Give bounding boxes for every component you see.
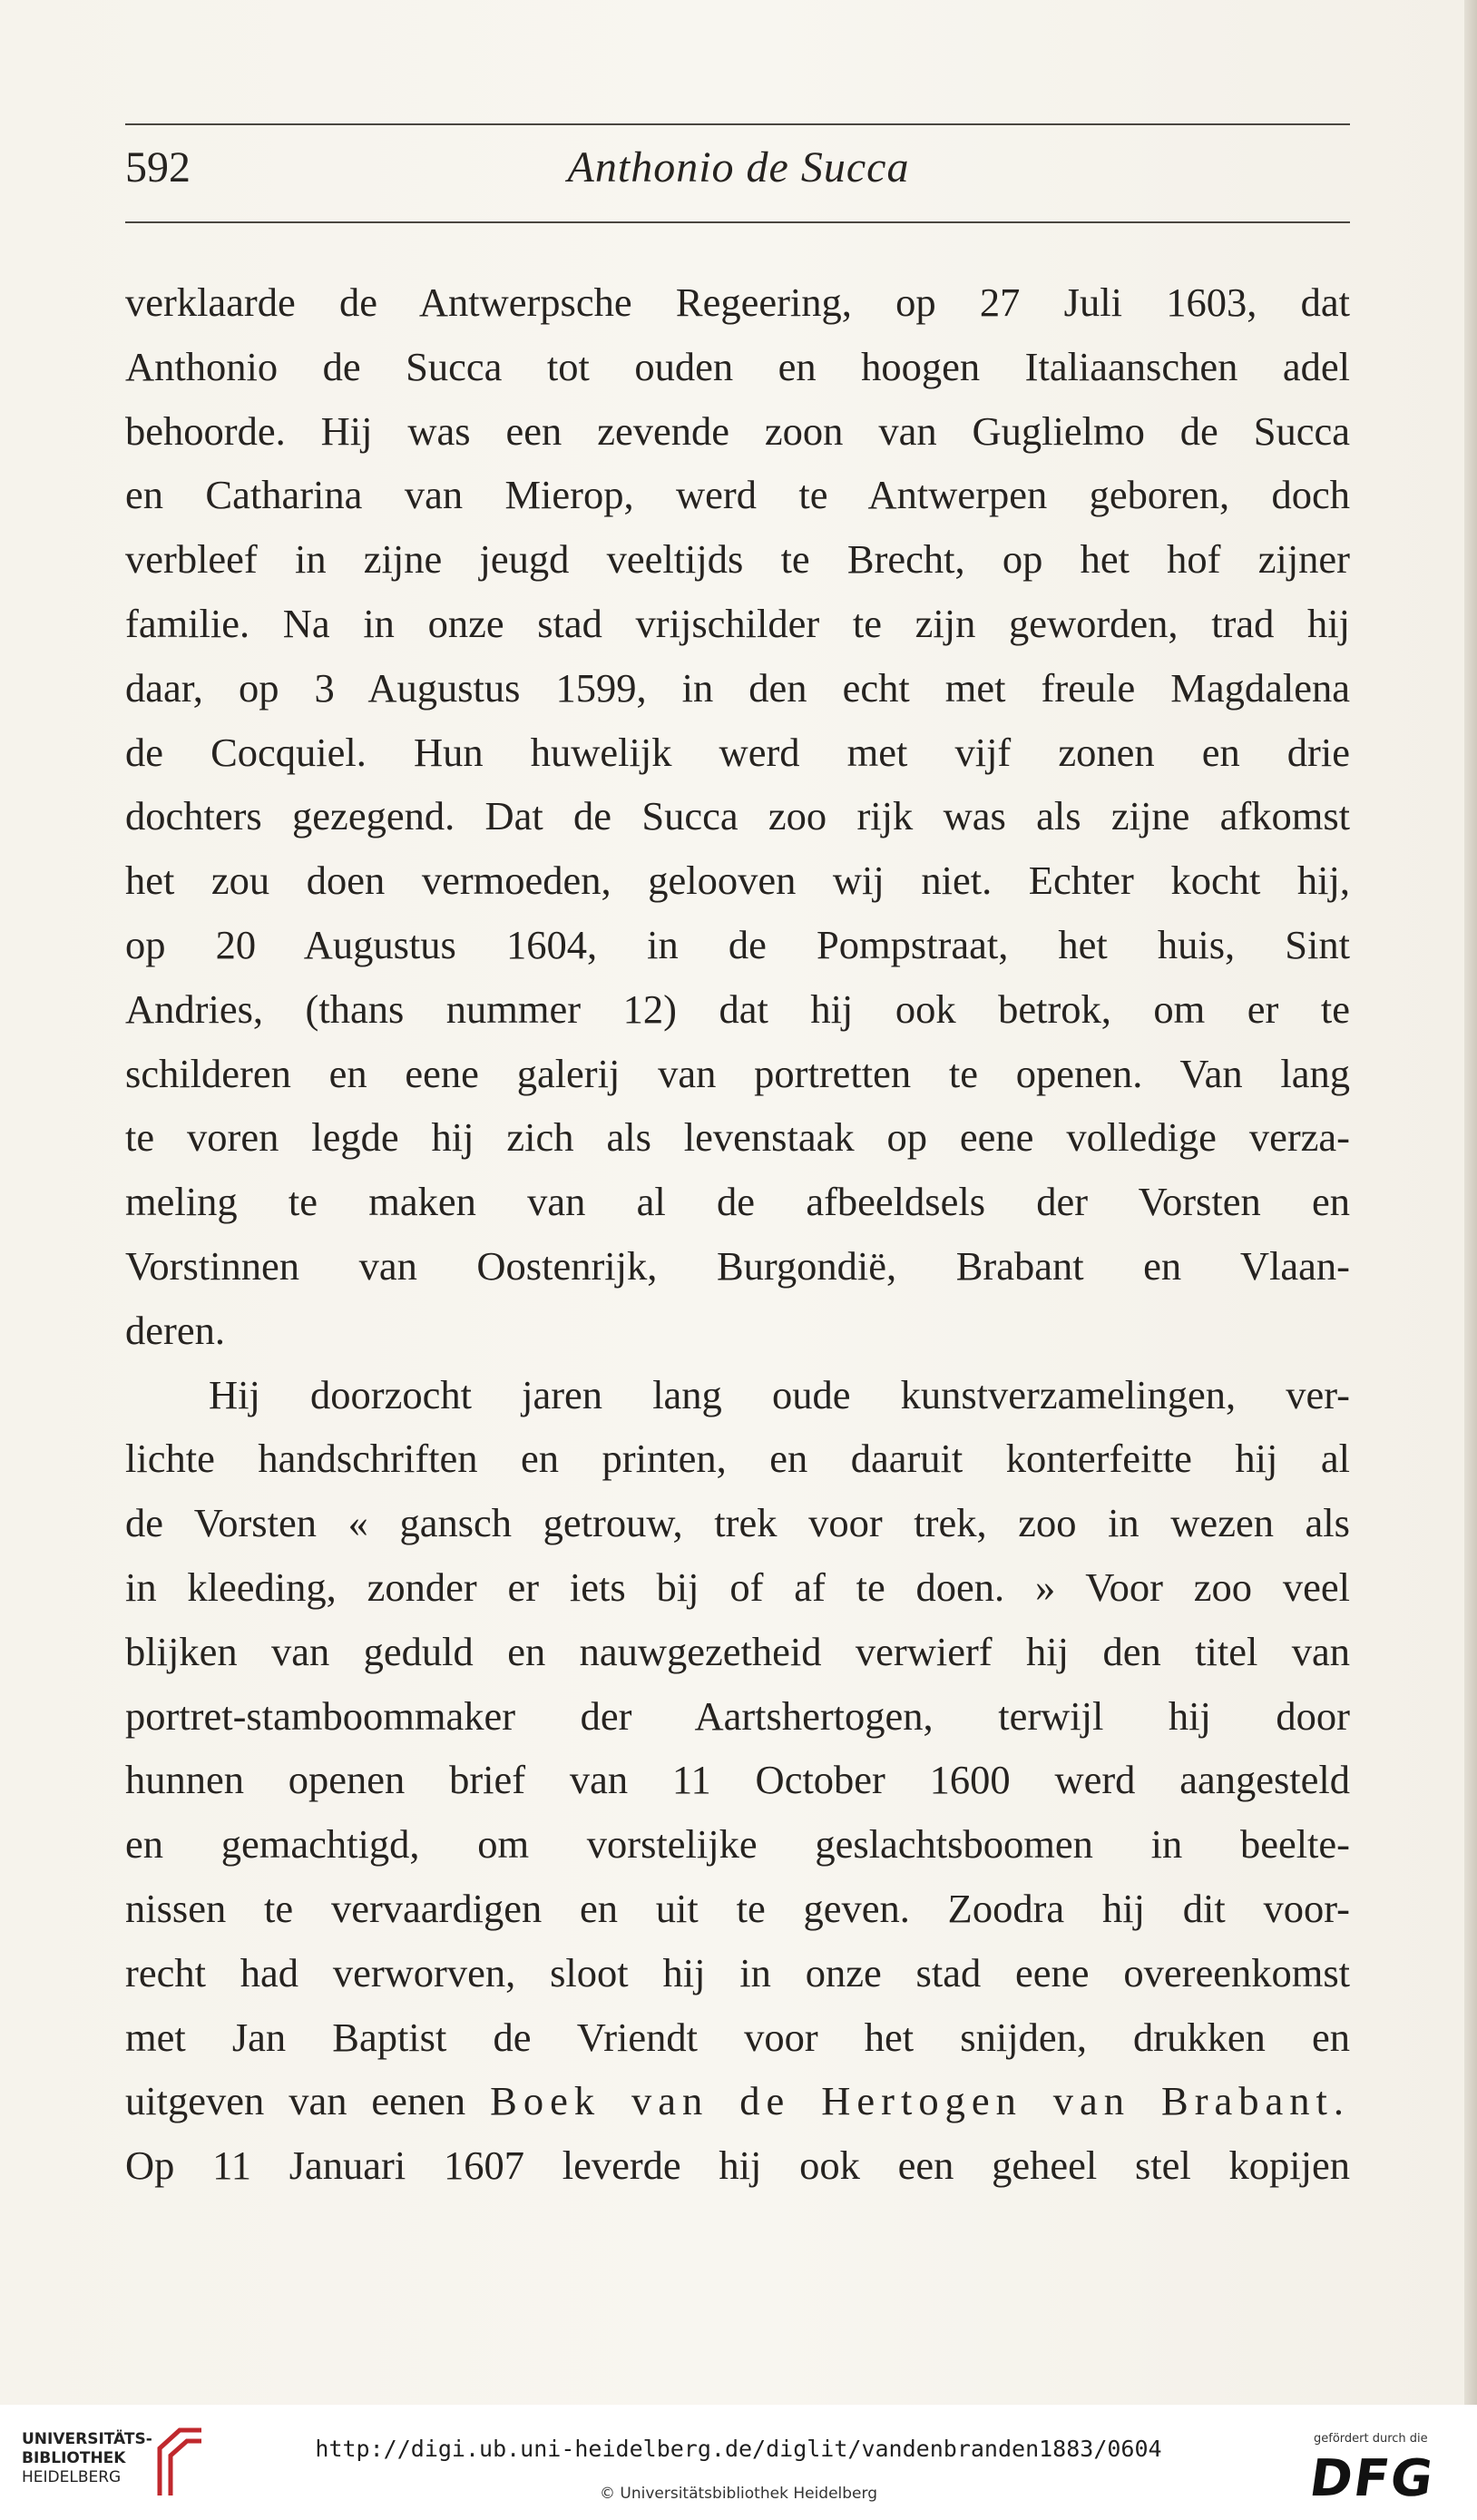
text-line: schilderen en eene galerij van portretten te openen. Van lang	[125, 1050, 1350, 1096]
text-line: meling te maken van al de afbeeldsels der Vorsten en	[125, 1179, 1350, 1225]
dfg-logo: DFG	[1306, 2449, 1439, 2508]
text-line: te voren legde hij zich als levenstaak op eene volledige verza-	[125, 1114, 1350, 1161]
text-line: het zou doen vermoeden, gelooven wij niet. Echter kocht hij,	[125, 858, 1350, 904]
body-text	[125, 270, 1350, 2198]
running-title: Anthonio de Succa	[567, 143, 910, 191]
text-line: Vorstinnen van Oostenrijk, Burgondië, Brabant en Vlaan-	[125, 1242, 1350, 1289]
text-line-book-title	[125, 2069, 1350, 2133]
library-name-line: BIBLIOTHEK	[22, 2449, 126, 2467]
text-line: portret-stamboommaker der Aartshertogen, terwijl hij door	[125, 1692, 1350, 1739]
text-line: recht had verworven, sloot hij in onze stad eene overeenkomst	[125, 1949, 1350, 1995]
text-line: Anthonio de Succa tot ouden en hoogen Italiaanschen adel	[125, 343, 1350, 389]
spaced-book-title: Boek van de Hertogen van Brabant.	[490, 2078, 1351, 2124]
text-line: verbleef in zijne jeugd veeltijds te Brecht, op het hof zijner	[125, 536, 1350, 583]
text-line: verklaarde de Antwerpsche Regeering, op 27 Juli 1603, dat	[125, 279, 1350, 325]
text-line: de Cocquiel. Hun huwelijk werd met vijf zonen en drie	[125, 729, 1350, 775]
source-url-link[interactable]: http://digi.ub.uni-heidelberg.de/diglit/vandenbranden1883/0604	[315, 2436, 1162, 2462]
library-name-line: HEIDELBERG	[22, 2468, 122, 2486]
text-line: behoorde. Hij was een zevende zoon van Guglielmo de Succa	[125, 407, 1350, 454]
text-line: en Catharina van Mierop, werd te Antwerpen geboren, doch	[125, 472, 1350, 518]
text-line: en gemachtigd, om vorstelijke geslachtsboomen in beelte-	[125, 1821, 1350, 1868]
text-line: Op 11 Januari 1607 leverde hij ook een geheel stel kopijen	[125, 2142, 1350, 2189]
text-line: Hij doorzocht jaren lang oude kunstverzamelingen, ver-	[209, 1371, 1350, 1417]
text-line: met Jan Baptist de Vriendt voor het snijden, drukken en	[125, 2014, 1350, 2060]
digitization-footer	[0, 2405, 1477, 2520]
text-line: blijken van geduld en nauwgezetheid verwierf hij den titel van	[125, 1628, 1350, 1674]
sponsor-label: gefördert durch die	[1314, 2432, 1428, 2446]
text-line: dochters gezegend. Dat de Succa zoo rijk was als zijne afkomst	[125, 793, 1350, 839]
text-line: in kleeding, zonder er iets bij of af te doen. » Voor zoo veel	[125, 1564, 1350, 1610]
copyright-notice: © Universitätsbibliothek Heidelberg	[599, 2485, 877, 2503]
text-line: familie. Na in onze stad vrijschilder te zijn geworden, trad hij	[125, 600, 1350, 646]
header-rule-bottom	[125, 221, 1350, 223]
text-line: Andries, (thans nummer 12) dat hij ook betrok, om er te	[125, 985, 1350, 1032]
text-line: daar, op 3 Augustus 1599, in den echt met freule Magdalena	[125, 664, 1350, 711]
page-edge-shadow	[1464, 0, 1477, 2405]
text-line: op 20 Augustus 1604, in de Pompstraat, het huis, Sint	[125, 921, 1350, 967]
text-fragment: uitgeven van eenen	[125, 2078, 491, 2124]
text-line: lichte handschriften en printen, en daaruit konterfeitte hij al	[125, 1436, 1350, 1482]
page-number: 592	[125, 143, 191, 191]
text-line: de Vorsten « gansch getrouw, trek voor trek, zoo in wezen als	[125, 1500, 1350, 1546]
text-line: nissen te vervaardigen en uit te geven. Zoodra hij dit voor-	[125, 1885, 1350, 1931]
header-rule-top	[125, 123, 1350, 125]
library-name-line: UNIVERSITÄTS-	[22, 2430, 152, 2448]
text-line: deren.	[125, 1307, 225, 1353]
text-line: hunnen openen brief van 11 October 1600 werd aangesteld	[125, 1757, 1350, 1803]
